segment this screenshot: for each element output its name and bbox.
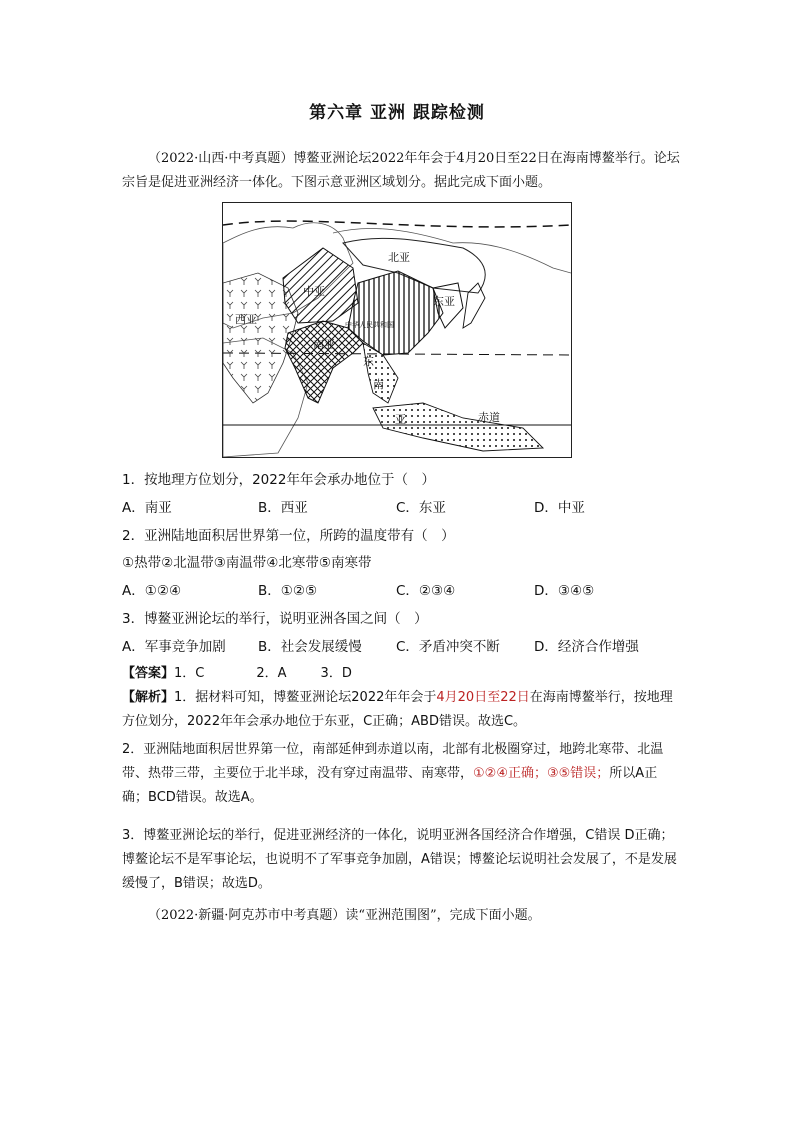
q1-option-a: A．南亚: [122, 500, 172, 516]
question-2-items: ①热带②北温带③南温带④北寒带⑤南寒带: [122, 555, 372, 571]
q2-option-c: C．②③④: [396, 583, 456, 599]
analysis-3: 3．博鳌亚洲论坛的举行，促进亚洲经济的一体化，说明亚洲各国经济合作增强，C错误 D正确；博鳌论坛不是军事论坛，也说明不了军事竞争加剧，A错误；博鳌论坛说明社会发展了，不是发展缓慢了，B错误；故选D。: [122, 828, 677, 891]
analysis-1c: 在海南博鳌举行，按地理方位划分，2022年年会承办地位于东亚，C正确；ABD错误。故选C。: [122, 690, 673, 729]
arctic-circle-line: [223, 221, 571, 227]
region-south-asia: [285, 321, 363, 403]
question-1-stem: 1．按地理方位划分，2022年年会承办地位于（ ）: [122, 472, 435, 488]
q3-option-d: D．经济合作增强: [534, 639, 639, 655]
analysis-2b: ①②④正确；③⑤错误；: [473, 766, 610, 781]
question-intro-1: （2022·山西·中考真题）博鳌亚洲论坛2022年年会于4月20日至22日在海南博鳌举行。论坛宗旨是促进亚洲经济一体化。下图示意亚洲区域划分。据此完成下面小题。: [122, 151, 680, 190]
analysis-1b: 4月20日至22日: [436, 690, 530, 705]
question-3-stem: 3．博鳌亚洲论坛的举行，说明亚洲各国之间（ ）: [122, 611, 428, 627]
answer-label: 【答案】: [122, 666, 175, 681]
q1-option-c: C．东亚: [396, 500, 446, 516]
label-south-asia: 南亚: [313, 338, 335, 351]
analysis-1a: 1．据材料可知，博鳌亚洲论坛2022年年会于: [174, 690, 437, 705]
q3-option-b: B．社会发展缓慢: [258, 639, 362, 655]
q3-option-a: A．军事竞争加剧: [122, 639, 226, 655]
q3-option-c: C．矛盾冲突不断: [396, 639, 500, 655]
asia-region-map: [222, 202, 572, 458]
answer-1: 1．C: [174, 666, 205, 681]
question-2-stem: 2．亚洲陆地面积居世界第一位，所跨的温度带有（ ）: [122, 528, 455, 544]
region-southeast-islands: [373, 403, 543, 451]
q2-option-a: A．①②④: [122, 583, 182, 599]
analysis-1: [122, 686, 682, 734]
map-svg: [223, 203, 571, 457]
analysis-2: [122, 738, 682, 810]
page-title: 第六章 亚洲 跟踪检测: [309, 103, 485, 123]
label-equator: 赤道: [478, 411, 500, 424]
q2-option-b: B．①②⑤: [258, 583, 318, 599]
label-west-asia: 西亚: [235, 313, 257, 326]
q2-option-d: D．③④⑤: [534, 583, 595, 599]
answer-3: 3．D: [320, 666, 352, 681]
label-central-asia: 中亚: [303, 285, 325, 298]
question-intro-2: （2022·新疆·阿克苏市中考真题）读“亚洲范围图”，完成下面小题。: [148, 908, 541, 923]
label-china: 中华人民共和国: [345, 321, 394, 329]
japan-islands: [463, 283, 485, 328]
label-east-asia: 东亚: [433, 295, 455, 308]
label-se-2: 南: [373, 378, 384, 391]
analysis-label: 【解析】: [122, 690, 175, 705]
label-se-3: 亚: [395, 413, 406, 426]
analysis-2a: 2．亚洲陆地面积居世界第一位，南部延伸到赤道以南，北部有北极圈穿过，地跨北寒带、北温带、热带三带，主要位于北半球，没有穿过南温带、南寒带，: [122, 742, 664, 781]
label-north-asia: 北亚: [388, 251, 410, 264]
analysis-2c: 所以A正确；BCD错误。故选A。: [122, 766, 658, 805]
answer-2: 2．A: [256, 666, 287, 681]
answer-line: [122, 662, 352, 681]
q1-option-d: D．中亚: [534, 500, 585, 516]
q1-option-b: B．西亚: [258, 500, 308, 516]
label-se-1: 东: [363, 355, 374, 368]
